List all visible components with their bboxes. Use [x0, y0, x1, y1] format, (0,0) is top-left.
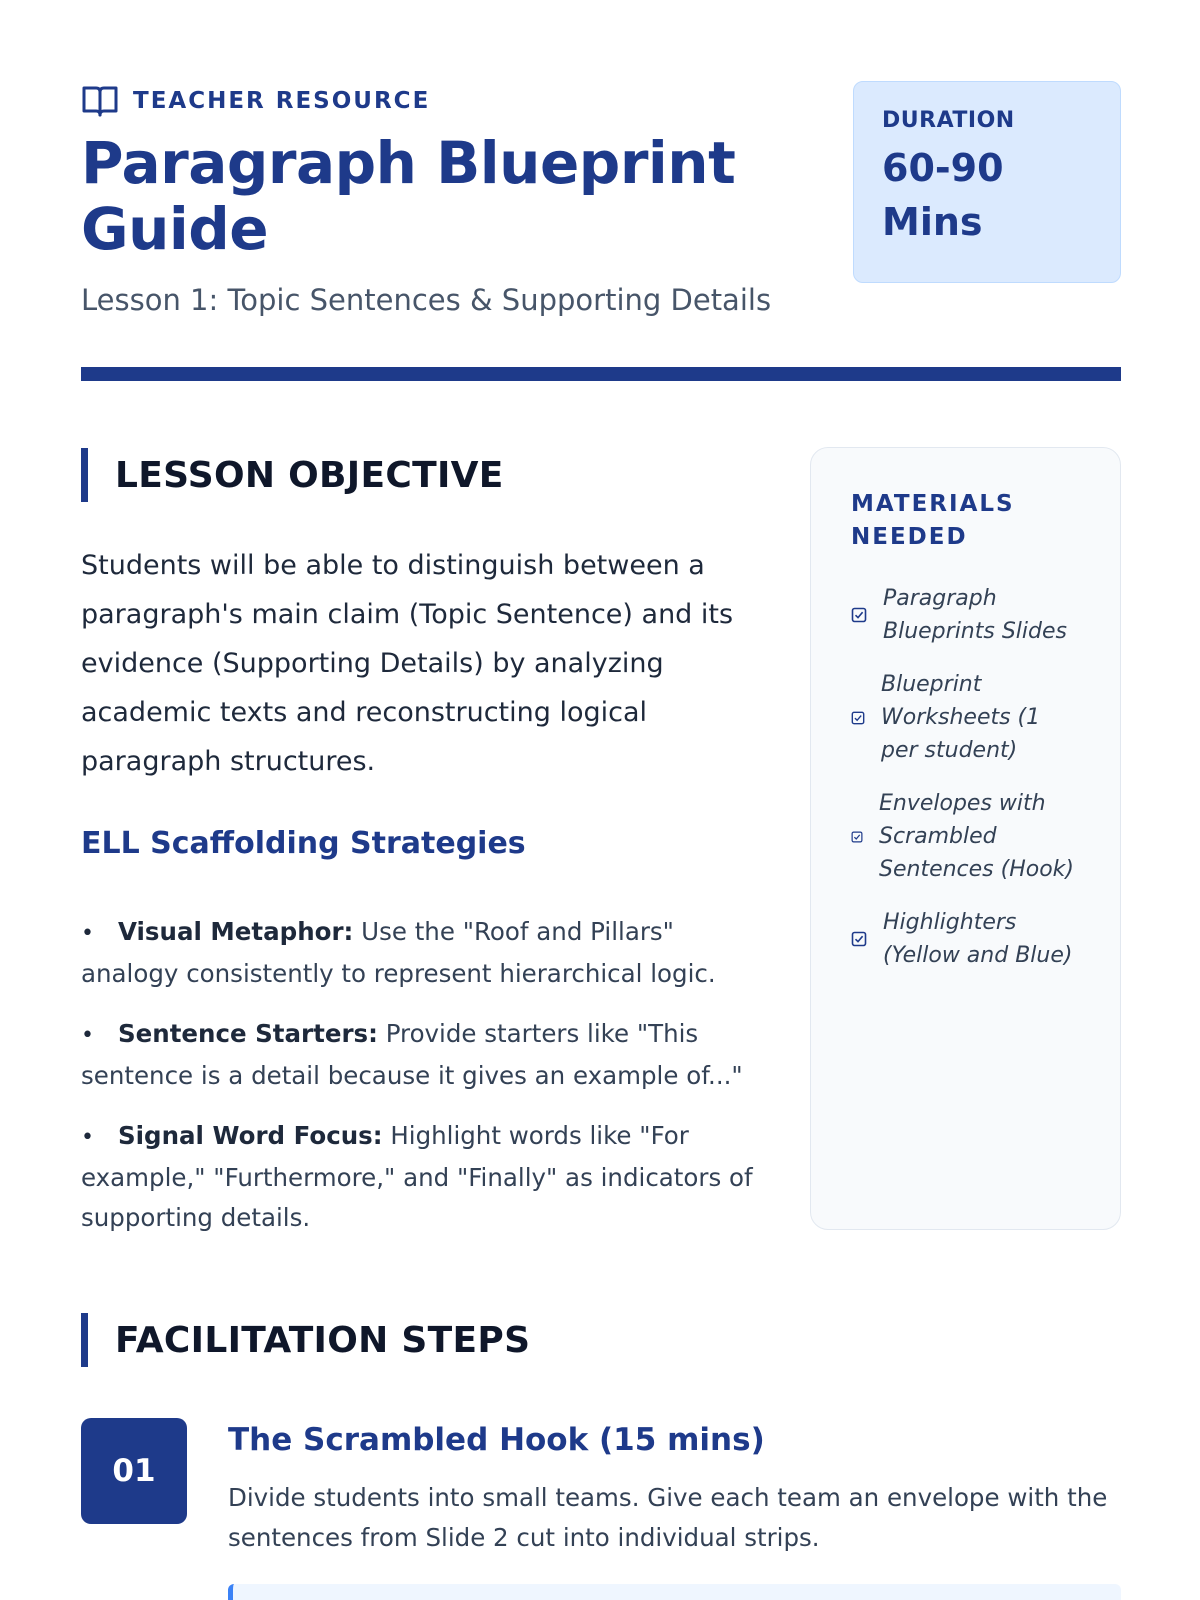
- list-item: [81, 912, 771, 994]
- material-item: Blueprint Worksheets (1 per student): [881, 672, 1041, 763]
- ell-strategies-title: ELL Scaffolding Strategies: [81, 826, 526, 861]
- list-item: [81, 1014, 771, 1096]
- checkbox-icon: [851, 607, 867, 623]
- page: [81, 0, 1121, 1600]
- strategy-text: Highlight words like "For example," "Furthermore," and "Finally" as indicators of supporting details.: [81, 1121, 753, 1232]
- facilitation-heading: [81, 1313, 530, 1367]
- objective-heading-text: LESSON OBJECTIVE: [115, 454, 504, 496]
- bullet-icon: •: [81, 921, 94, 946]
- strategy-label: Sentence Starters:: [118, 1019, 378, 1048]
- material-item: Envelopes with Scrambled Sentences (Hook): [879, 791, 1075, 882]
- checkbox-icon: [851, 831, 863, 843]
- duration-badge: [853, 81, 1121, 283]
- bullet-icon: •: [81, 1023, 94, 1048]
- kicker: [81, 84, 430, 118]
- list-item: [851, 582, 1082, 648]
- step-callout: [228, 1584, 1121, 1600]
- strategy-text: Use the "Roof and Pillars" analogy consistently to represent hierarchical logic.: [81, 917, 716, 988]
- materials-list: [851, 582, 1082, 972]
- bullet-icon: •: [81, 1125, 94, 1150]
- step-title: The Scrambled Hook (15 mins): [228, 1422, 765, 1458]
- duration-value: 60-90 Mins: [882, 146, 1004, 244]
- page-subtitle: Lesson 1: Topic Sentences & Supporting Details: [81, 283, 772, 317]
- facilitation-heading-text: FACILITATION STEPS: [115, 1319, 531, 1361]
- strategy-text: Provide starters like "This sentence is a detail because it gives an example of...": [81, 1019, 743, 1090]
- list-item: [851, 668, 1082, 767]
- open-book-icon: [81, 84, 119, 118]
- list-item: [81, 1116, 771, 1238]
- strategy-label: Signal Word Focus:: [118, 1121, 383, 1150]
- objective-heading: [81, 448, 504, 502]
- heading-accent-bar: [81, 448, 88, 502]
- page-title: Paragraph Blueprint Guide: [81, 129, 736, 263]
- heading-accent-bar: [81, 1313, 88, 1367]
- checkbox-icon: [851, 711, 865, 725]
- checkbox-icon: [851, 931, 867, 947]
- list-item: [851, 906, 1082, 972]
- duration-label: DURATION: [882, 108, 1015, 133]
- list-item: [851, 787, 1082, 886]
- strategy-label: Visual Metaphor:: [118, 917, 354, 946]
- kicker-label: TEACHER RESOURCE: [133, 88, 431, 114]
- objective-text: Students will be able to distinguish between a paragraph's main claim (Topic Sentence) and its evidence (Supporting Details) by analyzing academic texts and reconstructing logical paragraph structures.: [81, 550, 734, 777]
- ell-strategies-list: [81, 912, 771, 1258]
- step-description: Divide students into small teams. Give each team an envelope with the sentences from Slide 2 cut into individual strips.: [228, 1483, 1108, 1552]
- material-item: Paragraph Blueprints Slides: [883, 586, 1067, 644]
- header: [81, 78, 1121, 328]
- materials-title: MATERIALS NEEDED: [851, 491, 1015, 550]
- step-number-badge: 01: [81, 1418, 187, 1524]
- header-divider: [81, 367, 1121, 381]
- materials-card: [810, 447, 1121, 1230]
- material-item: Highlighters (Yellow and Blue): [883, 910, 1073, 968]
